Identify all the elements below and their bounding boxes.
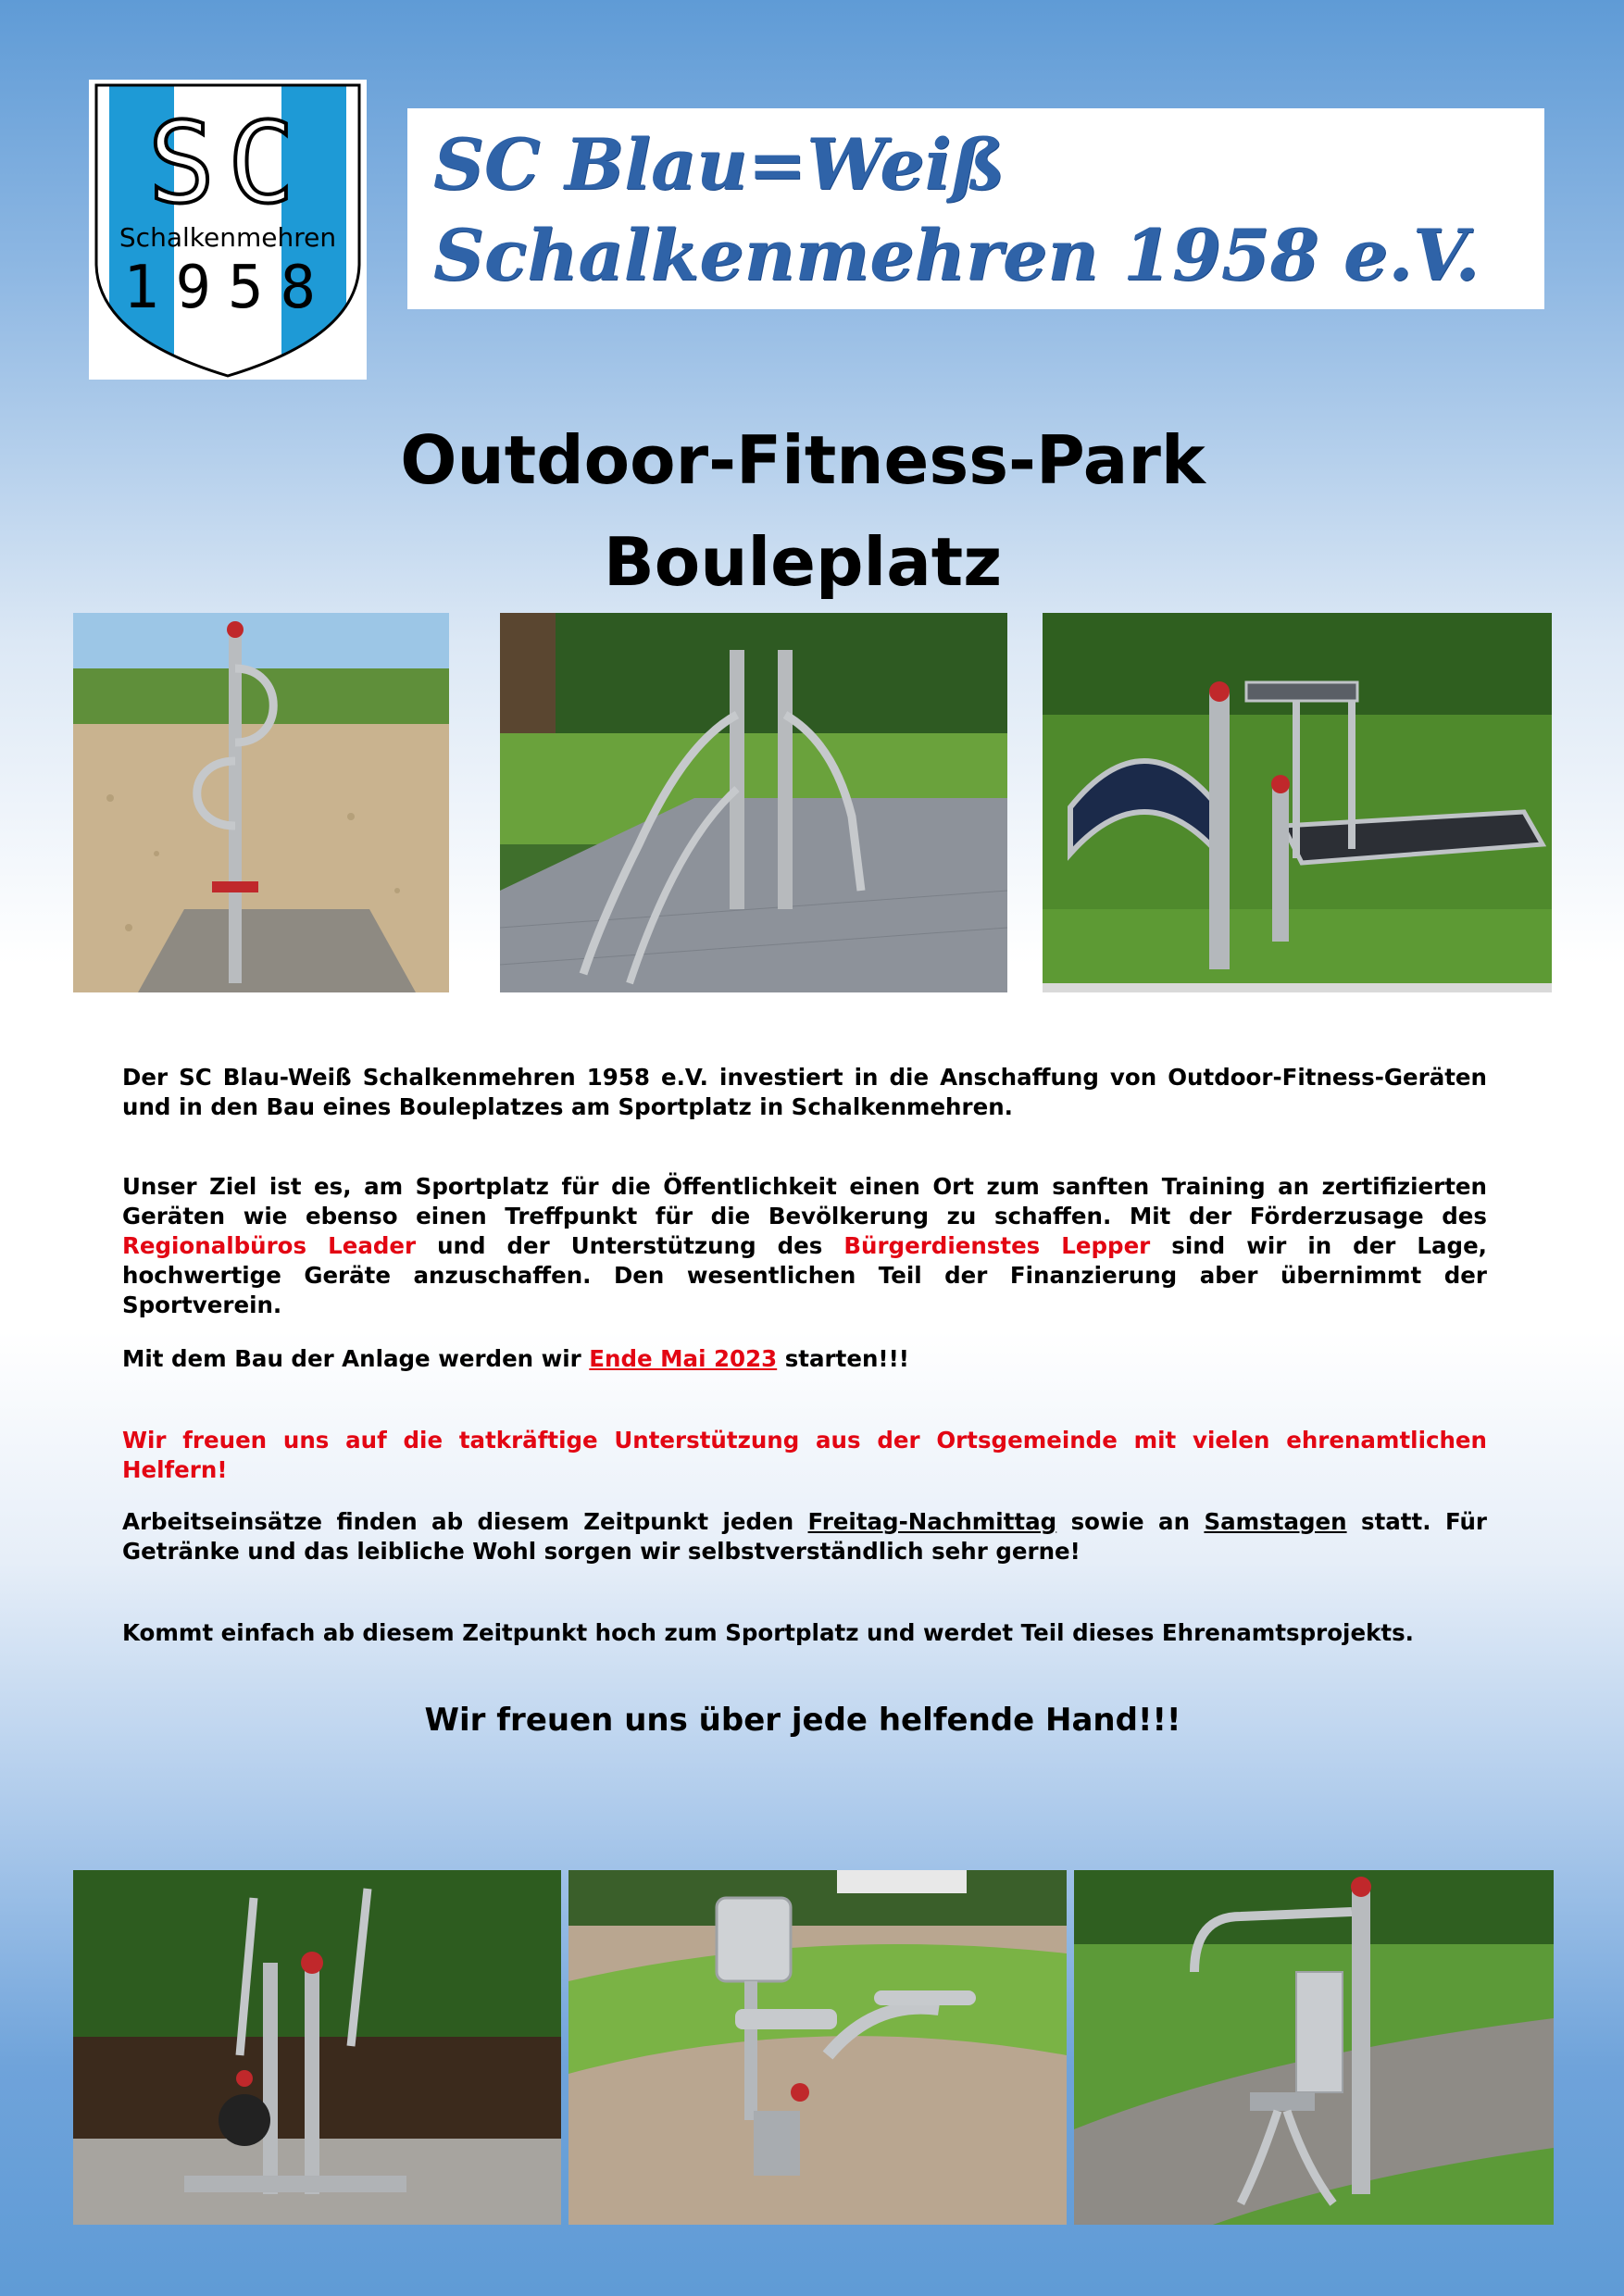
club-name-banner [407,108,1544,309]
paragraph-start-text-2: starten!!! [777,1345,909,1372]
funding-partner-leader: Regionalbüros Leader [122,1232,417,1259]
work-day-saturday: Samstagen [1204,1508,1347,1535]
paragraph-goal-text-1: Unser Ziel ist es, am Sportplatz für die Öffentlichkeit einen Ort zum sanften Training an zertifizierten Geräten wie ebenso einen Treffpunkt für die Bevölkerung zu schaffen. Mit der Förderzusage des [122,1173,1487,1229]
photo-lat-pulldown [1074,1870,1554,2225]
photo-parallel-bars [500,613,1007,992]
logo-place: Schalkenmehren [119,222,337,253]
paragraph-goal-text-3: sind wir in der Lage, hochwertige Geräte anzuschaffen. Den wesentlichen Teil der Finanzierung aber übernimmt der Sportverein. [122,1232,1487,1318]
paragraph-work-text-3: statt. Für Getränke und das leibliche Wohl sorgen wir selbstverständlich sehr gerne! [122,1508,1487,1565]
page-subtitle: Bouleplatz [603,523,1003,601]
paragraph-start [122,1344,1487,1374]
page-title: Outdoor-Fitness-Park [400,421,1206,499]
paragraph-invitation: Kommt einfach ab diesem Zeitpunkt hoch zum Sportplatz und werdet Teil dieses Ehrenamtsprojekts. [122,1619,1414,1646]
logo-year: 1958 [122,254,333,322]
club-logo [89,80,367,380]
paragraph-start-text-1: Mit dem Bau der Anlage werden wir [122,1345,590,1372]
banner-line-1: SC Blau=Weiß [433,123,1006,206]
paragraph-goal-text-2: und der Unterstützung des [416,1232,844,1259]
work-day-friday: Freitag-Nachmittag [807,1508,1057,1535]
logo-initials: SC [147,100,308,229]
photo-cross-trainer [73,1870,561,2225]
banner-line-2: Schalkenmehren 1958 e.V. [433,214,1480,296]
photo-rowing-seat [568,1870,1067,2225]
club-crest-icon [89,80,367,380]
closing-line: Wir freuen uns über jede helfende Hand!!! [424,1702,1181,1739]
paragraph-goal [122,1172,1487,1320]
start-date: Ende Mai 2023 [589,1345,778,1372]
paragraph-work-text-2: sowie an [1056,1508,1205,1535]
paragraph-work-text-1: Arbeitseinsätze finden ab diesem Zeitpunkt jeden [122,1508,808,1535]
paragraph-work-days [122,1507,1487,1566]
photo-twist-station [73,613,449,992]
photo-back-bench [1043,613,1552,992]
paragraph-intro: Der SC Blau-Weiß Schalkenmehren 1958 e.V. investiert in die Anschaffung von Outdoor-Fitness-Geräten und in den Bau eines Bouleplatzes am Sportplatz in Schalkenmehren. [122,1064,1487,1120]
funding-partner-lepper: Bürgerdienstes Lepper [843,1232,1151,1259]
paragraph-support: Wir freuen uns auf die tatkräftige Unterstützung aus der Ortsgemeinde mit vielen ehrenamtlichen Helfern! [122,1427,1487,1483]
